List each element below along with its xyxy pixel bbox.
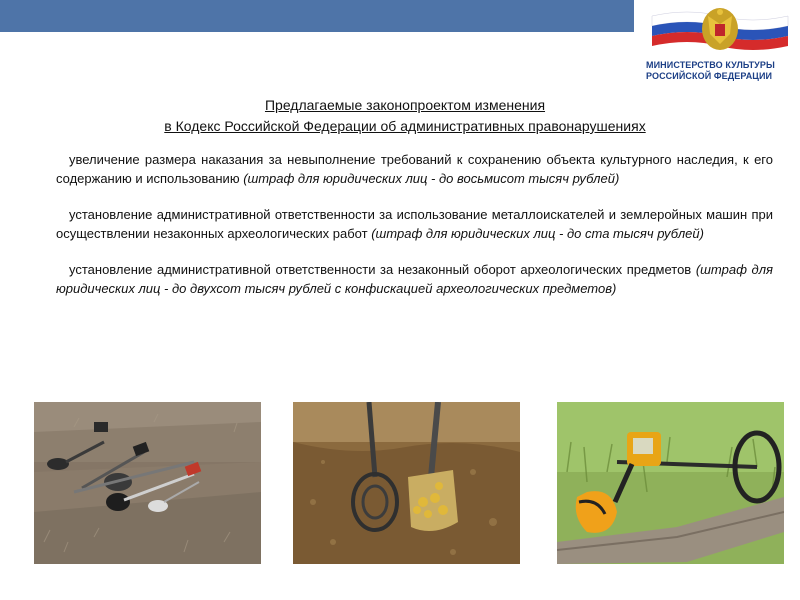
photo-yellow-metal-detector-on-log [557, 402, 784, 564]
yellow-detector-image [557, 402, 784, 564]
ministry-name [646, 60, 796, 82]
header-band [0, 0, 634, 32]
item-note: (штраф для юридических лиц - до двухсот тысяч рублей с конфискацией археологических предметов) [56, 262, 773, 296]
coat-of-arms-flag-icon [648, 6, 792, 52]
page-title [60, 95, 750, 137]
ministry-line1: МИНИСТЕРСТВО КУЛЬТУРЫ [646, 60, 775, 70]
list-item [56, 150, 773, 188]
photo-metal-detectors-on-grass [34, 402, 261, 564]
ministry-logo [636, 0, 800, 92]
amendments-list [56, 150, 773, 315]
photo-shovel-and-coil-in-soil [293, 402, 520, 564]
metal-detectors-image [34, 402, 261, 564]
title-line2: в Кодекс Российской Федерации об административных правонарушениях [164, 118, 646, 134]
item-text: установление административной ответственности за использование металлоискателей и землеройных машин при осуществлении незаконных археологических работ [56, 207, 773, 241]
list-item [56, 205, 773, 243]
ministry-line2: РОССИЙСКОЙ ФЕДЕРАЦИИ [646, 71, 773, 81]
list-item [56, 260, 773, 298]
title-line1: Предлагаемые законопроектом изменения [264, 97, 546, 113]
item-note: (штраф для юридических лиц - до ста тысяч рублей) [371, 226, 704, 241]
item-text: установление административной ответственности за незаконный оборот археологических предметов [69, 262, 696, 277]
shovel-and-coil-image [293, 402, 520, 564]
item-note: (штраф для юридических лиц - до восьмисот тысяч рублей) [243, 171, 620, 186]
item-text: увеличение размера наказания за невыполнение требований к сохранению объекта культурного наследия, к его содержанию и использованию [56, 152, 773, 186]
